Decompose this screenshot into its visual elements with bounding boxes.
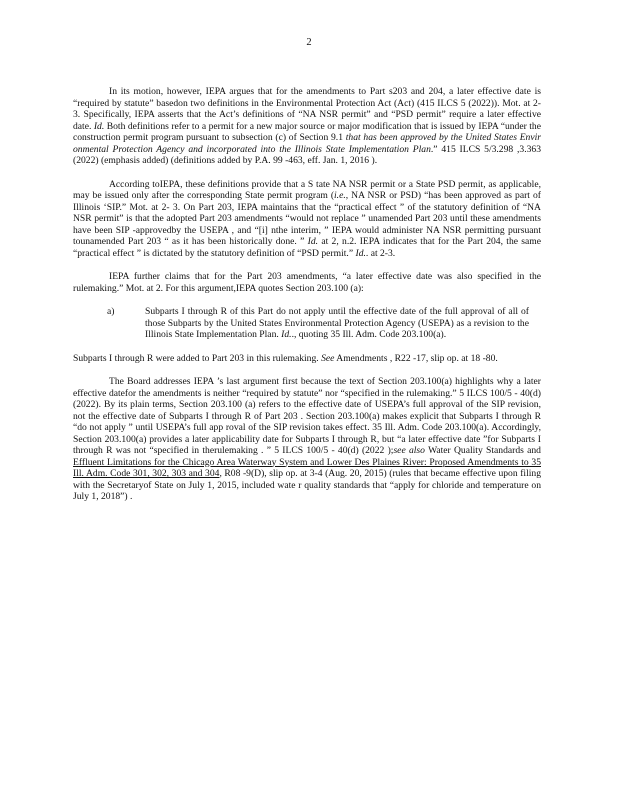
text-run: .” 415 ILCS 5/3.298 ,3.363 (2022) (emphasis added) (definitions added by P.A. 99 -463, eff. Jan. 1, 2016 ). [73, 143, 541, 166]
text-run: Amendments , R22 -17, slip op. at 18 -80. [336, 352, 498, 364]
text-run: In its motion, however, IEPA argues that for the amendments to Part s203 and 204, a later effective date is “required by statute” basedon two definitions in the Environmental Protection Act (Act) (415 ILCS 5 (2022)). Mot. at 2- 3. Specifically, IEPA asserts that the Act’s definitions of “NA NSR permit” and “PSD permit” require a later effective date. [73, 86, 541, 132]
paragraph-further-claims: IEPA further claims that for the Part 203 amendments, “a later effective date was also specified in the rulemaking.” Mot. at 2. For this argument,IEPA quotes Section 203.100 (a): [73, 271, 541, 294]
text-run: , NA NSR or PSD) “has been approved as part of Illinois ‘SIP.” Mot. at 2- 3. On Part 203, IEPA maintains that the “practical effect ” of the statutory definition of “NA NSR permit” is that the adopted Part 203 amendments “would not replace ” unamended Part 203 until these amendments have been SIP -approvedby the USEPA , and “[i] nthe interim, ” IEPA would administer NA NSR permitting pursuant tounamended Part 203 “ as it has been historically done. ” [73, 190, 541, 247]
text-run: . at 2-3. [365, 247, 396, 259]
citation-signal-see-also: see also [393, 445, 425, 456]
case-title: Effluent Limitations for the Chicago Area Waterway System and Lower Des Plaines River: Proposed Amendments to 35 Ill. Adm. Code 301, 302, 303 and 304 [73, 456, 541, 479]
citation-id: Id. [355, 247, 366, 259]
paragraph-statutory-argument [73, 86, 541, 167]
text-run: Subparts I through R of this Part do not apply until the effective date of the full approval of all of those Subparts by the United States Environmental Protection Agency (USEPA) as a revision to the Illinois State Implementation Plan. [145, 306, 529, 340]
paragraph-definitions [73, 179, 541, 260]
text-run: Subparts I through R were added to Part 203 in this rulemaking. [73, 352, 319, 364]
quote-marker: a) [107, 306, 115, 317]
abbreviation-ie: i.e. [334, 190, 346, 201]
text-run: The Board addresses IEPA ’s last argument first because the text of Section 203.100(a) highlights why a later effective datefor the amendments is neither “required by statute” nor “specified in the rulemaking.” 5 ILCS 100/5 - 40(d) (2022). By its plain terms, Section 203.100 (a) refers to the effective date of USEPA’s full approval of the SIP revision, not the effective date of Subparts I through R of Part 203 . Section 203.100(a) makes explicit that Subparts I through R “do not apply ” until USEPA’s full app roval of the SIP revision takes effect. 35 Ill. Adm. Code 203.100(a). Accordingly, Section 203.100(a) provides a later applicability date for Subparts I through R, but “a later effective date ”for Subparts I through R was not “specified in therulemaking . ” 5 ILCS 100/5 - 40(d) (2022 ); [73, 376, 541, 456]
paragraph-subparts [73, 353, 541, 365]
citation-id: Id. [93, 120, 105, 132]
emphasized-text: that has been approved by the United States Envir onmental Protection Agency and incorporated into the Illinois State Implementation Plan [73, 132, 542, 155]
page-number: 2 [306, 37, 312, 48]
block-quote [107, 306, 529, 341]
text-run: Both definitions refer to a permit for a new major source or major modification that is issued by IEPA “under the construction permit program pursuant to subsection (c) of Section 9.1 [73, 120, 541, 143]
citation-id: Id. [281, 329, 292, 340]
text-run: According toIEPA, these definitions provide that a S tate NA NSR permit or a State PSD permit, as applicable, may be issued only after the corresponding State permit program ( [73, 178, 541, 201]
paragraph-board-addresses [73, 376, 541, 503]
text-run: ., quoting 35 Ill. Adm. Code 203.100(a). [291, 329, 447, 340]
citation-signal-see: See [321, 352, 335, 364]
text-run: Water Quality Standards and [428, 445, 541, 456]
citation-id: Id. [307, 236, 319, 247]
text-run: at 2, n.2. IEPA indicates that for the Part 204, the same “practical effect ” is dictated by the statutory definition of “PSD permit.” [73, 236, 541, 259]
text-run: , R08 -9(D), slip op. at 3-4 (Aug. 20, 2015) (rules that became effective upon filing with the Secretaryof State on July 1, 2015, included wate r quality standards that “apply for chloride and temperature on July 1, 2018”) . [73, 468, 541, 502]
document-body [73, 86, 541, 515]
